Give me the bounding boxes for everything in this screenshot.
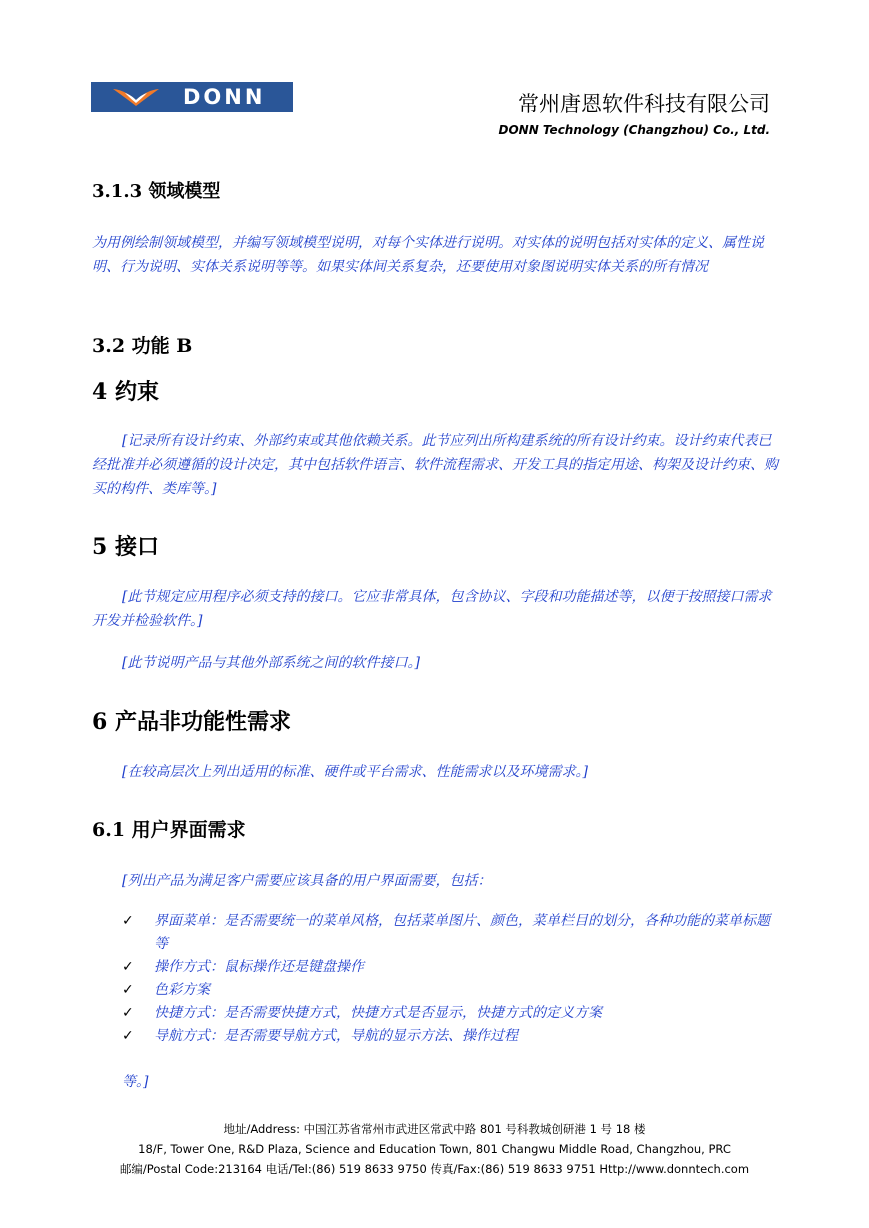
section-3-2-heading: 3.2 功能 B [92, 335, 193, 357]
checkmark-icon: ✓ [122, 959, 134, 975]
section-6-1-intro: [列出产品为满足客户需要应该具备的用户界面需要，包括： [122, 873, 492, 889]
section-4-heading: 4 约束 [92, 379, 159, 405]
checkmark-icon: ✓ [122, 1005, 134, 1021]
logo-text: DONN [183, 85, 266, 109]
section-4-text: [记录所有设计约束、外部约束或其他依赖关系。此节应列出所构建系统的所有设计约束。设计约束代表已经批准并必须遵循的设计决定，其中包括软件语言、软件流程需求、开发工具的指定用途、构架及设计约束、购买的构件、类库等。] [92, 433, 778, 497]
company-logo [91, 82, 293, 112]
footer-address-en: 18/F, Tower One, R&D Plaza, Science and Education Town, 801 Changwu Middle Road, Changzhou, PRC [138, 1142, 731, 1156]
checkmark-icon: ✓ [122, 982, 134, 998]
footer-contact: 邮编/Postal Code:213164 电话/Tel:(86) 519 8633 9750 传真/Fax:(86) 519 8633 9751 Http://www.donntech.com [119, 1162, 750, 1176]
section-6-heading: 6 产品非功能性需求 [92, 709, 291, 735]
section-5-text-1: [此节规定应用程序必须支持的接口。它应非常具体，包含协议、字段和功能描述等，以便于按照接口需求开发并检验软件。] [92, 589, 772, 629]
company-name-cn: 常州唐恩软件科技有限公司 [518, 92, 770, 116]
list-item: ✓ 快捷方式：是否需要快捷方式，快捷方式是否显示，快捷方式的定义方案 [122, 1002, 782, 1025]
list-item: ✓ 界面菜单：是否需要统一的菜单风格，包括菜单图片、颜色，菜单栏目的划分，各种功能的菜单标题等 [122, 910, 782, 956]
section-5-text-2: [此节说明产品与其他外部系统之间的软件接口。] [122, 655, 420, 671]
section-6-text: [在较高层次上列出适用的标准、硬件或平台需求、性能需求以及环境需求。] [122, 764, 588, 780]
company-name-en: DONN Technology (Changzhou) Co., Ltd. [498, 123, 770, 137]
section-3-1-3-text: 为用例绘制领域模型，并编写领域模型说明，对每个实体进行说明。对实体的说明包括对实体的定义、属性说明、行为说明、实体关系说明等等。如果实体间关系复杂，还要使用对象图说明实体关系的所有情况 [92, 235, 764, 275]
section-6-1-end: 等。] [122, 1074, 149, 1090]
section-5-heading: 5 接口 [92, 534, 159, 560]
bird-logo-icon [111, 86, 161, 108]
section-6-1-heading: 6.1 用户界面需求 [92, 819, 246, 841]
ui-requirements-list [122, 910, 782, 1048]
list-item: ✓ 色彩方案 [122, 979, 782, 1002]
list-item: ✓ 操作方式：鼠标操作还是键盘操作 [122, 956, 782, 979]
section-3-1-3-heading: 3.1.3 领域模型 [92, 181, 221, 202]
checkmark-icon: ✓ [122, 913, 134, 929]
checkmark-icon: ✓ [122, 1028, 134, 1044]
list-item: ✓ 导航方式：是否需要导航方式，导航的显示方法、操作过程 [122, 1025, 782, 1048]
footer-address-cn: 地址/Address: 中国江苏省常州市武进区常武中路 801 号科教城创研港 1 号 18 楼 [223, 1122, 646, 1136]
